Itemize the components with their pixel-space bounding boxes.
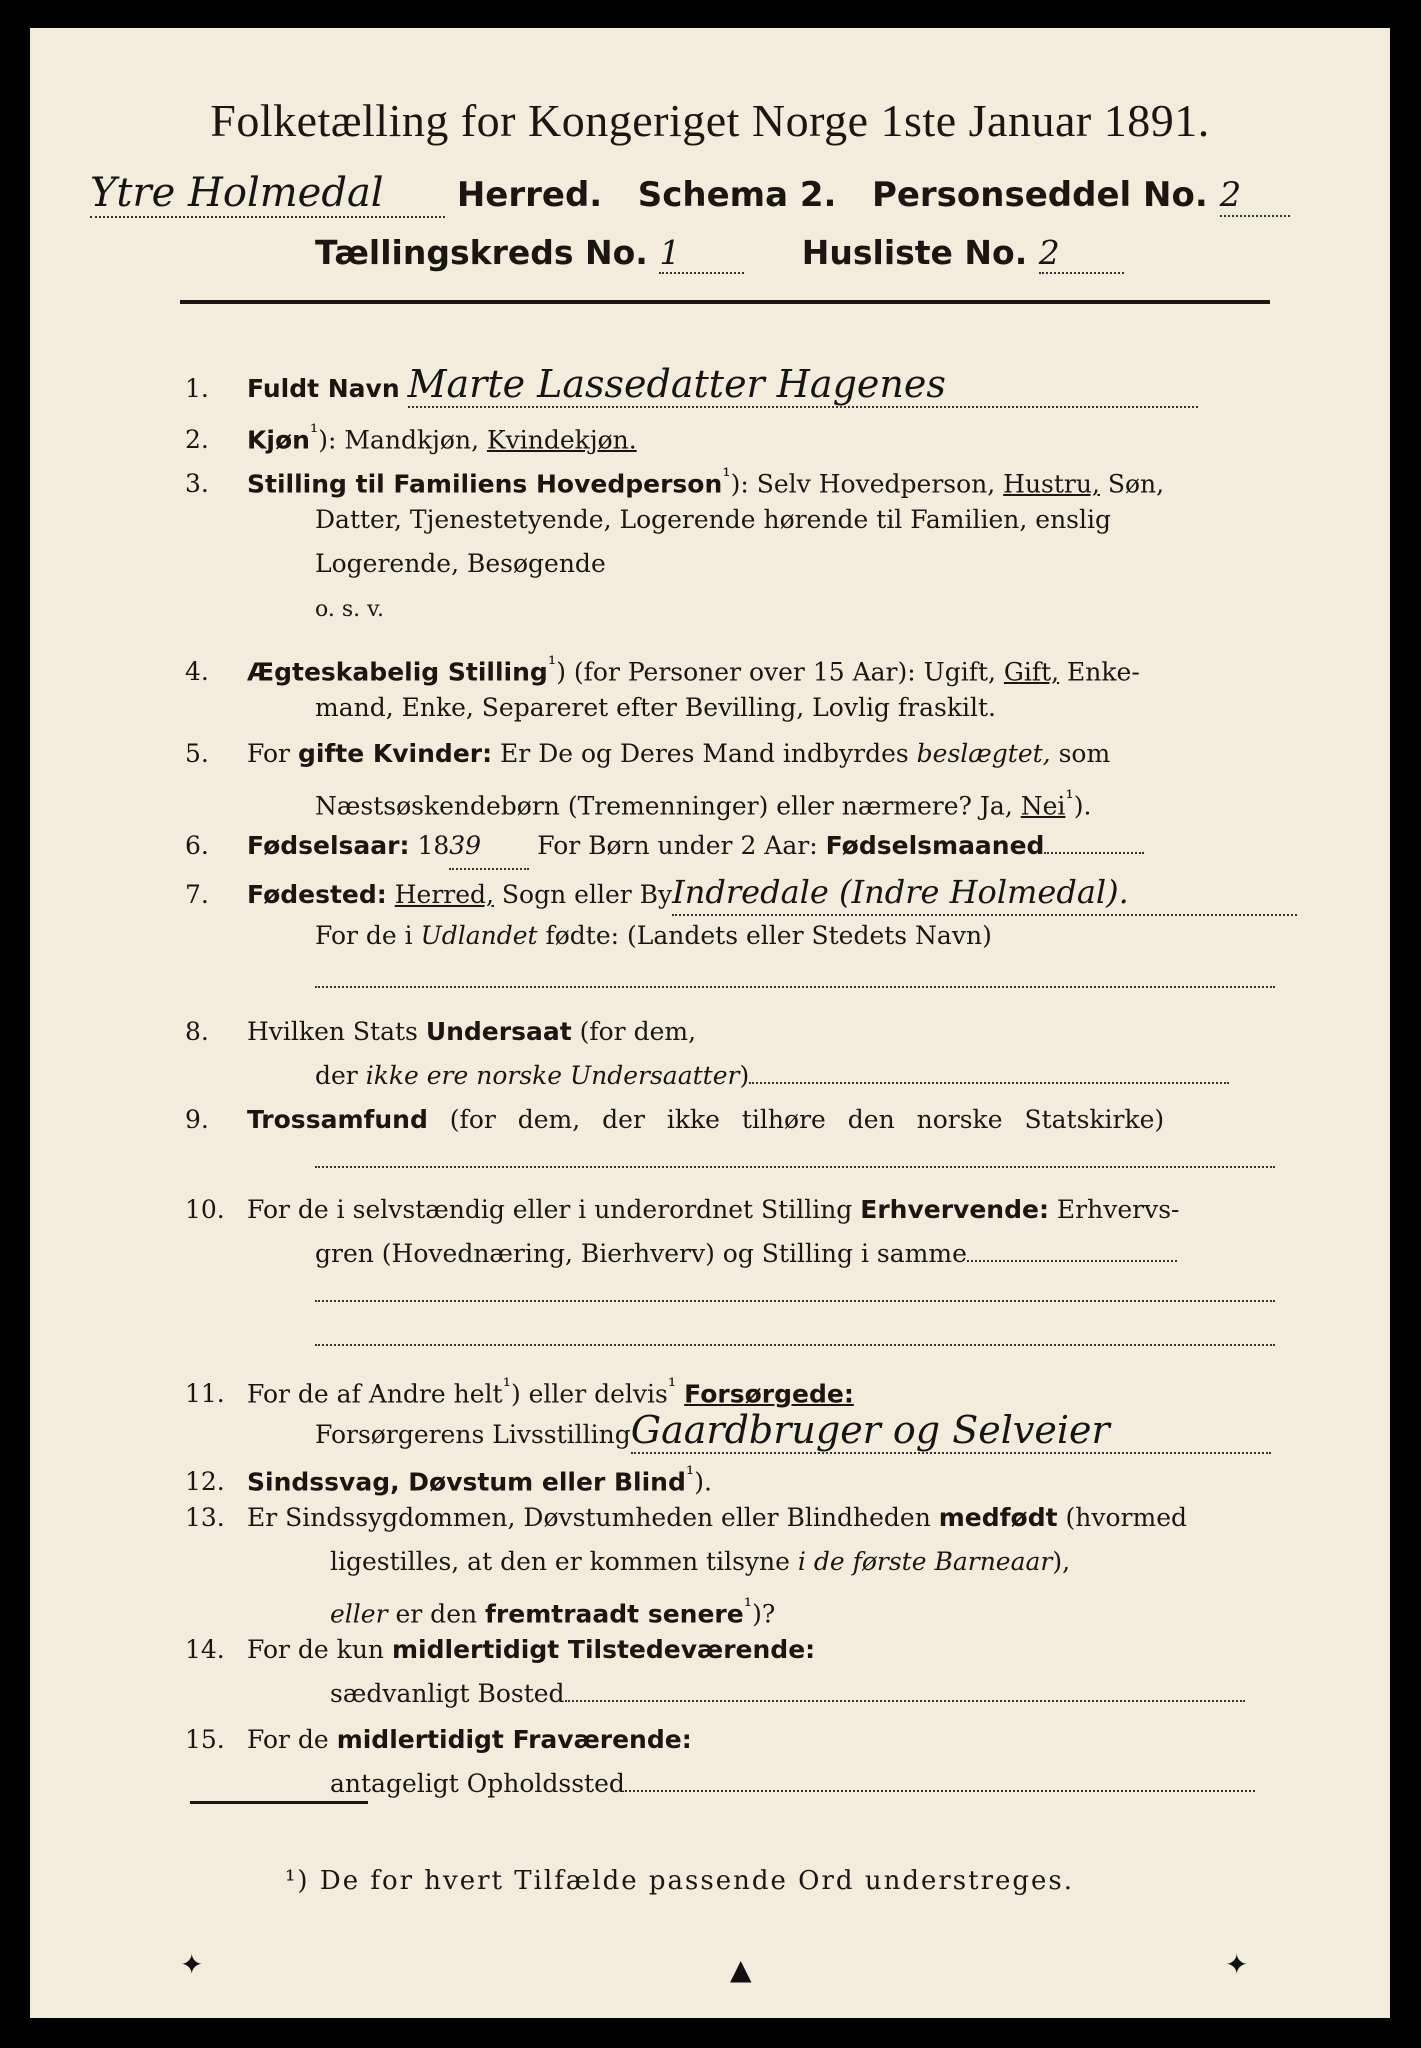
schema-label: Schema 2.: [637, 175, 837, 215]
item-4-line-2: mand, Enke, Separeret efter Bevilling, Lovlig fraskilt.: [315, 693, 996, 722]
blank-line: [749, 1064, 1229, 1084]
item-14-line-2: [330, 1672, 1245, 1716]
husliste-no: 2: [1039, 233, 1124, 274]
blank-line: [625, 1772, 1255, 1792]
item-1: [185, 362, 1198, 411]
herred-handwriting: Ytre Holmedal: [90, 170, 445, 218]
item-label: medfødt: [938, 1503, 1058, 1532]
item-3-line-2: Datter, Tjenestetyende, Logerende hørende til Familien, enslig: [315, 505, 1112, 534]
underlined-choice: Gift,: [1003, 657, 1060, 687]
item-text-italic: Udlandet: [420, 921, 538, 950]
item-number: 9.: [185, 1105, 209, 1134]
item-text: For de: [247, 1725, 337, 1754]
blank-line: [315, 1300, 1275, 1302]
item-text-italic: ikke ere norske Undersaatter: [365, 1061, 740, 1090]
item-text: fødte: (Landets eller Stedets Navn): [537, 921, 992, 950]
item-label: Forsørgede:: [684, 1379, 854, 1409]
item-text: der: [315, 1061, 366, 1090]
item-number: 15.: [185, 1725, 225, 1754]
item-14: [185, 1628, 815, 1672]
footnote-ref: ¹: [547, 652, 557, 676]
item-text: Forsørgerens Livsstilling: [315, 1420, 631, 1449]
item-label: gifte Kvinder:: [297, 739, 493, 768]
item-text-italic: i de første Barneaar: [797, 1547, 1053, 1576]
item-text: For de i selvstændig eller i underordnet Stilling: [247, 1195, 861, 1224]
footnote-text: De for hvert Tilfælde passende Ord understreges.: [309, 1866, 1075, 1896]
item-number: 3.: [185, 469, 209, 499]
item-label: Fuldt Navn: [247, 374, 400, 403]
item-label: Fødselsaar:: [247, 831, 410, 860]
item-6: [185, 824, 1144, 870]
item-label: Kjøn: [247, 425, 310, 455]
birthplace-answer: Indredale (Indre Holmedal).: [672, 870, 1297, 916]
item-text: For Børn under 2 Aar:: [529, 831, 826, 860]
full-name-answer: Marte Lassedatter Hagenes: [408, 362, 1198, 408]
footnote-mark: ¹): [285, 1866, 310, 1896]
item-text: For de af Andre helt: [247, 1379, 503, 1409]
item-label: Trossamfund: [247, 1105, 428, 1134]
item-text: (for dem, der ikke tilhøre den norske Statskirke): [427, 1105, 1165, 1134]
item-text: 18: [409, 831, 450, 860]
item-3-line-3: Logerende, Besøgende: [315, 549, 606, 578]
header-divider: [180, 300, 1270, 304]
herred-label: Herred.: [456, 175, 603, 215]
item-text: gren (Hovednæring, Bierhverv) og Stilling i samme: [315, 1239, 967, 1268]
personseddel-no: 2: [1220, 175, 1290, 217]
footnote-ref: ¹: [502, 1374, 511, 1398]
item-label: fremtraadt senere: [485, 1599, 744, 1629]
item-15: [185, 1718, 692, 1762]
item-text: antageligt Opholdssted: [330, 1769, 625, 1798]
footnote-ref: ¹: [685, 1462, 695, 1486]
item-text: ): [739, 1061, 750, 1090]
provider-occupation-answer: Gaardbruger og Selveier: [631, 1408, 1271, 1454]
item-15-line-2: [330, 1762, 1255, 1806]
item-text: Er Sindssygdommen, Døvstumheden eller Blindheden: [247, 1503, 939, 1532]
item-number: 8.: [185, 1017, 209, 1046]
underlined-choice: Hustru,: [1003, 469, 1100, 499]
item-text: (for dem,: [571, 1017, 697, 1046]
item-text: Søn,: [1099, 469, 1165, 499]
herred-line: [90, 170, 1290, 218]
item-5-line-2: [315, 776, 1091, 828]
birth-year-answer: 39: [449, 824, 529, 870]
item-3-line-4: o. s. v.: [315, 597, 384, 622]
item-number: 13.: [185, 1503, 225, 1532]
item-text: For de kun: [247, 1635, 392, 1664]
item-text: Sogn eller By: [493, 880, 673, 909]
ink-mark-icon: ✦: [180, 1948, 204, 1981]
item-number: 2.: [185, 425, 209, 455]
item-5: [185, 732, 1110, 776]
item-text-italic: beslægtet,: [916, 739, 1051, 768]
item-label: Fødested:: [247, 880, 387, 909]
item-number: 12.: [185, 1467, 225, 1497]
item-9: [185, 1098, 1164, 1142]
personseddel-label: Personseddel No.: [871, 175, 1208, 215]
item-8: [185, 1010, 696, 1054]
underlined-choice: Herred,: [394, 880, 494, 909]
blank-line: [565, 1682, 1245, 1702]
item-number: 14.: [185, 1635, 225, 1664]
item-number: 4.: [185, 657, 209, 687]
item-number: 7.: [185, 880, 209, 909]
item-number: 11.: [185, 1379, 225, 1409]
ink-mark-icon: ✦: [1225, 1948, 1249, 1981]
blank-line: [1044, 834, 1144, 854]
item-text-italic: eller: [330, 1599, 388, 1629]
footnote-ref: ¹: [743, 1594, 753, 1618]
item-text: ).: [1073, 791, 1092, 821]
item-text: Enke-: [1059, 657, 1140, 687]
census-form: [30, 28, 1390, 2018]
item-13-line-2: [330, 1540, 1070, 1584]
item-13: [185, 1496, 1187, 1540]
item-number: 10.: [185, 1195, 225, 1224]
item-text: ) eller delvis: [510, 1379, 668, 1409]
item-text: (hvormed: [1057, 1503, 1187, 1532]
footnote-ref: ¹: [1065, 786, 1074, 810]
footnote-divider: [190, 1801, 368, 1804]
item-10-line-2: [315, 1232, 1177, 1276]
item-text: For de i: [315, 921, 421, 950]
item-text: ): Selv Hovedperson,: [730, 469, 1004, 499]
kreds-label: Tællingskreds No.: [315, 233, 648, 272]
item-text: ligestilles, at den er kommen tilsyne: [330, 1547, 798, 1576]
form-title: Folketælling for Kongeriget Norge 1ste Januar 1891.: [210, 95, 1210, 146]
blank-line: [315, 986, 1275, 988]
blank-line: [967, 1242, 1177, 1262]
item-text: Næstsøskendebørn (Tremenninger) eller nærmere? Ja,: [315, 791, 1021, 821]
item-text: For: [247, 739, 298, 768]
item-label: midlertidigt Fraværende:: [336, 1725, 692, 1754]
footnote-ref: ¹: [309, 420, 319, 444]
item-label: Undersaat: [425, 1017, 572, 1046]
footnote: [285, 1866, 1074, 1896]
item-text: ).: [694, 1467, 712, 1497]
kreds-no: 1: [659, 233, 744, 274]
footnote-ref: ¹: [667, 1374, 677, 1398]
item-text: Hvilken Stats: [247, 1017, 426, 1046]
husliste-label: Husliste No.: [801, 233, 1028, 272]
item-label: Fødselsmaaned: [825, 831, 1045, 860]
item-label: Sindssvag, Døvstum eller Blind: [247, 1467, 686, 1497]
ink-mark-icon: ▲: [730, 1953, 752, 1986]
footnote-ref: ¹: [722, 464, 731, 488]
item-text: Erhvervs-: [1048, 1195, 1180, 1224]
item-text: ): Mandkjøn,: [318, 425, 487, 455]
item-11-line-2: [315, 1408, 1271, 1457]
item-text: Er De og Deres Mand indbyrdes: [492, 739, 917, 768]
item-text: er den: [387, 1599, 486, 1629]
underlined-choice: Kvindekjøn.: [486, 425, 637, 455]
item-number: 6.: [185, 831, 209, 860]
item-10: [185, 1188, 1179, 1232]
item-7: [185, 870, 1297, 917]
item-number: 1.: [185, 374, 209, 403]
underlined-choice: Nei: [1020, 791, 1066, 821]
item-text: sædvanligt Bosted: [330, 1679, 565, 1708]
item-label: Erhvervende:: [860, 1195, 1049, 1224]
blank-line: [315, 1344, 1275, 1346]
blank-line: [315, 1166, 1275, 1168]
item-8-line-2: [315, 1054, 1229, 1098]
item-label: midlertidigt Tilstedeværende:: [391, 1635, 816, 1664]
item-7-line-2: [315, 914, 992, 958]
item-text: ),: [1052, 1547, 1071, 1576]
item-number: 5.: [185, 739, 209, 768]
item-label: Stilling til Familiens Hovedperson: [247, 469, 723, 499]
item-text: )?: [752, 1599, 776, 1629]
item-text: ) (for Personer over 15 Aar): Ugift,: [556, 657, 1004, 687]
kreds-line: [315, 233, 1124, 274]
item-text: som: [1050, 739, 1111, 768]
item-label: Ægteskabelig Stilling: [247, 657, 548, 687]
